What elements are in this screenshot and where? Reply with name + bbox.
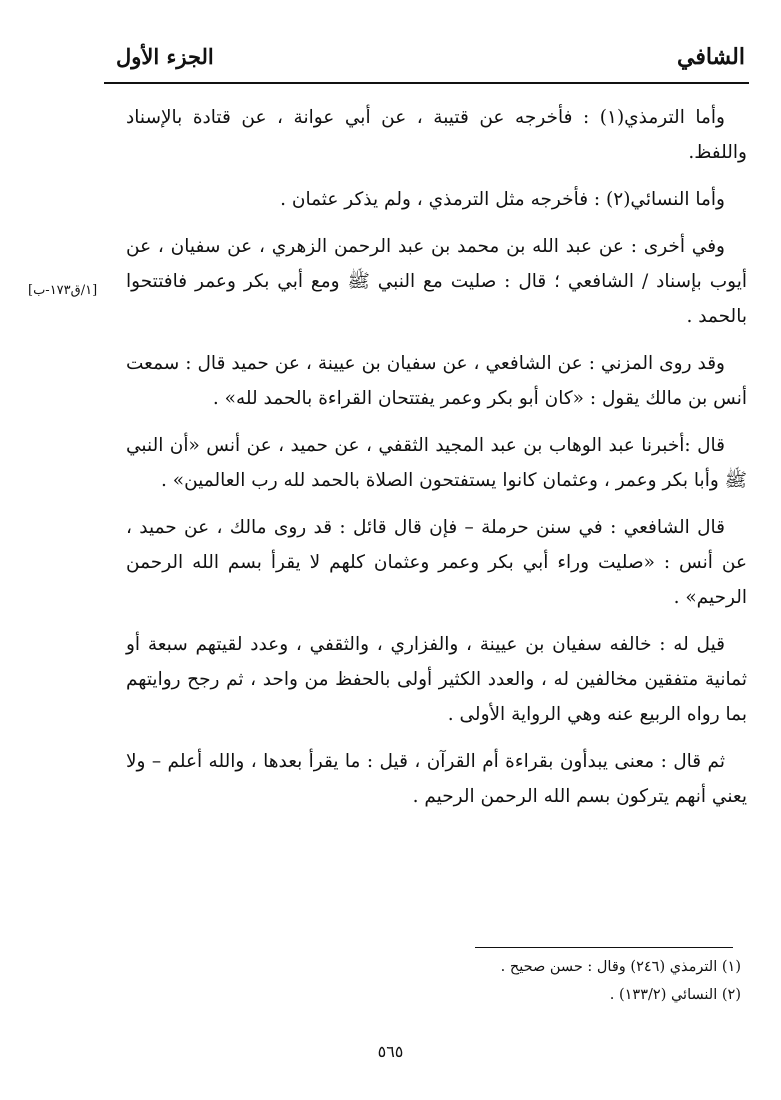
paragraph: قال الشافعي : في سنن حرملة – فإن قال قائل : قد روى مالك ، عن حميد ، عن أنس : «صليت وراء أبي بكر وعمر وعثمان كلهم لا يقرأ بسم الله الرحمن الرحيم» .	[126, 517, 747, 608]
footnote: (٢) النسائي (١٣٣/٢) .	[609, 987, 741, 1003]
paragraph: قال :أخبرنا عبد الوهاب بن عبد المجيد الثقفي ، عن حميد ، عن أنس «أن النبي ﷺ وأبا بكر وعمر ، وعثمان كانوا يستفتحون الصلاة بالحمد لله رب العالمين» .	[126, 435, 747, 491]
paragraph: وفي أخرى : عن عبد الله بن محمد بن عبد الرحمن الزهري ، عن سفيان ، عن أيوب بإسناد / الشافعي ؛ قال : صليت مع النبي ﷺ ومع أبي بكر وعمر فافتتحوا بالحمد .	[126, 236, 747, 327]
manuscript-folio-marker: [١/ق١٧٣-ب]	[28, 283, 98, 298]
page-number: ٥٦٥	[377, 1042, 404, 1061]
paragraph: وأما الترمذي(١) : فأخرجه عن قتيبة ، عن أبي عوانة ، عن قتادة بالإسناد واللفظ.	[126, 107, 747, 163]
main-text	[126, 100, 747, 826]
footnote: (١) الترمذي (٢٤٦) وقال : حسن صحيح .	[500, 959, 741, 975]
header-rule	[104, 82, 749, 84]
footnotes	[341, 953, 741, 1009]
footnote-separator	[475, 947, 733, 948]
part-label: الجزء الأول	[116, 44, 214, 69]
paragraph: ثم قال : معنى يبدأون بقراءة أم القرآن ، قيل : ما يقرأ بعدها ، والله أعلم – ولا يعني أنهم يتركون بسم الله الرحمن الرحيم .	[126, 751, 747, 807]
paragraph: قيل له : خالفه سفيان بن عيينة ، والفزاري ، والثقفي ، وعدد لقيتهم سبعة أو ثمانية متفقين مخالفين له ، والعدد الكثير أولى بالحفظ من واحد ، ثم رجح روايتهم بما رواه الربيع عنه وهي الرواية الأولى .	[126, 634, 747, 725]
book-title: الشافي	[677, 44, 745, 70]
paragraph: وقد روى المزني : عن الشافعي ، عن سفيان بن عيينة ، عن حميد قال : سمعت أنس بن مالك يقول : «كان أبو بكر وعمر يفتتحان القراءة بالحمد لله» .	[126, 353, 747, 409]
running-header	[116, 44, 745, 84]
paragraph: وأما النسائي(٢) : فأخرجه مثل الترمذي ، ولم يذكر عثمان .	[280, 189, 725, 210]
